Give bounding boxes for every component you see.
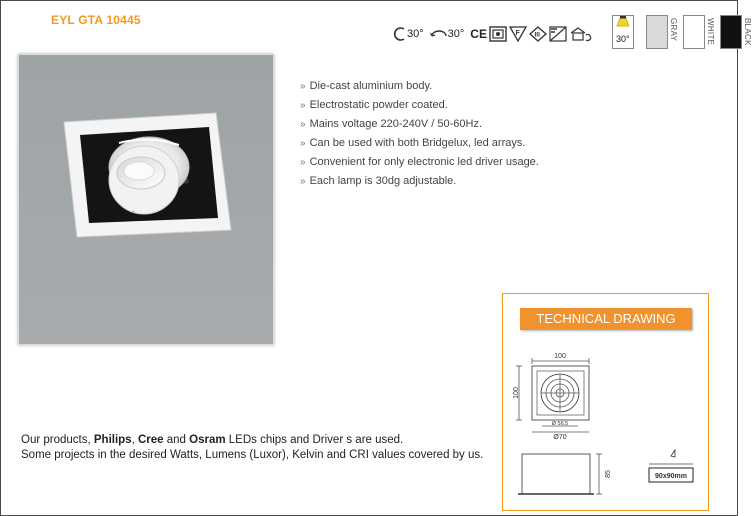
bullet-icon: »: [300, 81, 306, 92]
product-photo: [18, 54, 274, 345]
certification-icons: [393, 22, 591, 46]
recessed-mount-icon: [569, 26, 591, 42]
color-options: [612, 15, 752, 49]
dim-width-label: 100: [554, 353, 566, 360]
bullet-icon: »: [300, 100, 306, 111]
feature-item: » Convenient for only electronic led driver usage.: [300, 156, 539, 168]
technical-drawing-panel: [502, 293, 709, 511]
color-swatch-white: WHITE: [683, 15, 705, 49]
brand-statement-line-1: Our products, Philips, Cree and Osram LEDs chips and Driver s are used.: [21, 434, 404, 446]
cutout-label: 90x90mm: [655, 473, 687, 480]
protection-class-three-icon: [529, 26, 547, 42]
bullet-icon: »: [300, 157, 306, 168]
feature-item: » Can be used with both Bridgelux, led arrays.: [300, 137, 526, 149]
brand-cree: Cree: [137, 434, 164, 446]
brand-statement: [21, 433, 483, 463]
bullet-icon: »: [300, 119, 306, 130]
beam-angle-badge: 30°: [612, 15, 634, 49]
color-swatch-gray: GRAY: [646, 15, 668, 49]
dim-height-label: 100: [513, 387, 520, 399]
brand-statement-line-2: Some projects in the desired Watts, Lumens (Luxor), Kelvin and CRI values covered by us.: [21, 449, 484, 461]
bullet-icon: »: [300, 176, 306, 187]
brand-philips: Philips: [93, 434, 132, 446]
feature-list: [300, 77, 539, 191]
dim-diameter-label: Ø70: [553, 434, 567, 441]
downlight-image: [19, 55, 273, 344]
svg-text:F: F: [515, 30, 520, 37]
svg-text:III: III: [534, 31, 540, 39]
bullet-icon: »: [300, 138, 306, 149]
ip-rating-icon: [549, 26, 567, 42]
rotation-angle-icon: 30°: [430, 27, 465, 41]
class-two-icon: [489, 26, 507, 42]
product-code: EYL GTA 10445: [51, 13, 141, 27]
f-mark-icon: [509, 26, 527, 42]
feature-item: » Each lamp is 30dg adjustable.: [300, 175, 457, 187]
dim-depth-label: 85: [605, 470, 612, 478]
color-swatch-black: BLACK: [720, 15, 742, 49]
ce-mark-icon: CE: [470, 27, 487, 41]
dim-inner-label: Ø 56,5: [551, 421, 569, 427]
tilt-angle-icon: 30°: [393, 26, 424, 42]
feature-item: » Die-cast aluminium body.: [300, 80, 433, 92]
technical-drawing-button[interactable]: TECHNICAL DRAWING: [520, 308, 692, 330]
technical-drawing: [503, 294, 708, 510]
feature-item: » Electrostatic powder coated.: [300, 99, 448, 111]
brand-osram: Osram: [189, 434, 226, 446]
feature-item: » Mains voltage 220-240V / 50-60Hz.: [300, 118, 482, 130]
